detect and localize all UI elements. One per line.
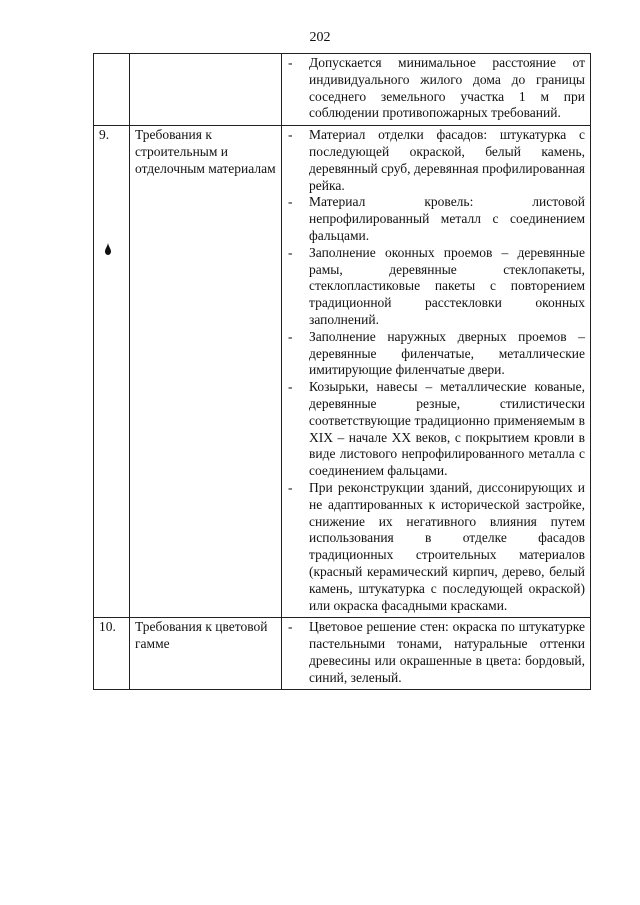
bullet-list [287, 55, 587, 122]
row-number-cell: 9. [94, 126, 130, 618]
row-content-cell [282, 618, 591, 690]
requirements-table [93, 53, 591, 690]
table-row [94, 54, 591, 126]
page-number: 202 [309, 30, 331, 45]
row-content-cell [282, 126, 591, 618]
row-title-cell: Требования к строительным и отделочным материалам [130, 126, 282, 618]
bullet-dash: - [288, 328, 293, 344]
bullet-dash: - [288, 379, 293, 395]
list-item [287, 379, 587, 480]
list-item-text: Заполнение оконных проемов – деревянные рамы, деревянные стеклопакеты, стеклопластиковые пакеты с повторением традиционной расстекловки оконных заполнений. [309, 244, 585, 327]
row-number-cell: 10. [94, 618, 130, 690]
list-item-text: Материал отделки фасадов: штукатурка с последующей окраской, белый камень, деревянный сруб, деревянная профилированная рейка. [309, 127, 585, 193]
row-title-cell: Требования к цветовой гамме [130, 618, 282, 690]
bullet-dash: - [288, 55, 293, 70]
list-item [287, 245, 587, 329]
list-item [287, 480, 587, 614]
list-item-text: Цветовое решение стен: окраска по штукатурке пастельными тонами, натуральные оттенки древесины или окрашенные в цвета: бордовый, синий, зеленый. [309, 619, 585, 685]
list-item [287, 619, 587, 686]
bullet-list [287, 619, 587, 686]
list-item-text: Допускается минимальное расстояние от индивидуального жилого дома до границы соседнего земельного участка 1 м при соблюдении противопожарных требований. [309, 55, 585, 121]
table-row [94, 126, 591, 618]
bullet-list [287, 127, 587, 614]
list-item [287, 329, 587, 379]
list-item-text: Козырьки, навесы – металлические кованые, деревянные резные, стилистически соответствующие традиционно применяемым в XIX – начале XX веков, с покрытием кровли в виде листового непрофилированного металла с соединением фальцами. [309, 379, 585, 479]
row-content-cell [282, 54, 591, 126]
list-item [287, 194, 587, 244]
bullet-dash: - [288, 619, 293, 635]
row-number-cell [94, 54, 130, 126]
bullet-dash: - [288, 127, 293, 143]
list-item-text: При реконструкции зданий, диссонирующих и не адаптированных к исторической застройке, снижение их негативного влияния путем использования в отделке фасадов традиционных строительных материалов (красный керамический кирпич, дерево, белый камень, штукатурка с последующей окраской) или окраска фасадными красками. [309, 479, 585, 613]
bullet-dash: - [288, 479, 293, 495]
bullet-dash: - [288, 194, 293, 210]
list-item-text: Заполнение наружных дверных проемов – деревянные филенчатые, металлические имитирующие филенчатые двери. [309, 328, 585, 378]
list-item-text: Материал кровель: листовой непрофилированный металл с соединением фальцами. [309, 194, 585, 243]
row-title-cell [130, 54, 282, 126]
list-item [287, 127, 587, 194]
bullet-dash: - [288, 244, 293, 260]
list-item [287, 55, 587, 122]
table-row [94, 618, 591, 690]
requirements-table-body [94, 54, 591, 690]
